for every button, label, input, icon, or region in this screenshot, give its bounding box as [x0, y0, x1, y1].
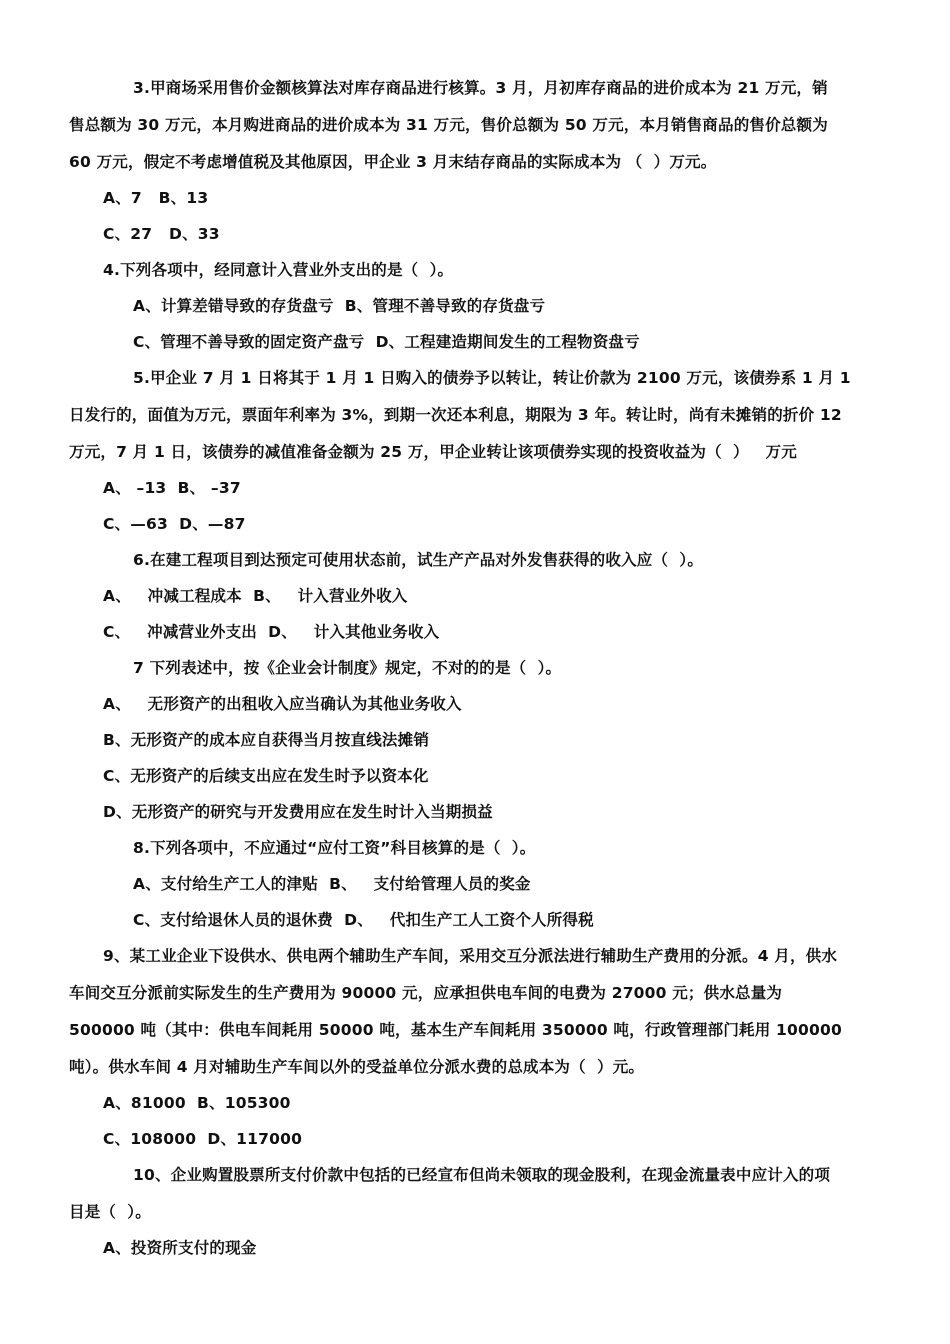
q6-options-ab: A、 冲减工程成本 B、 计入营业外收入	[103, 587, 408, 605]
q5-line-1: 5.甲企业 7 月 1 日将其于 1 月 1 日购入的债券予以转让，转让价款为 2100 万元，该债券系 1 月 1	[133, 369, 851, 387]
q4-options-ab: A、计算差错导致的存货盘亏 B、管理不善导致的存货盘亏	[133, 297, 546, 315]
q3-line-3: 60 万元，假定不考虑增值税及其他原因，甲企业 3 月末结存商品的实际成本为 （ ）万元。	[69, 153, 717, 171]
q7-option-a: A、 无形资产的出租收入应当确认为其他业务收入	[103, 695, 462, 713]
q5-line-2: 日发行的，面值为万元，票面年利率为 3%，到期一次还本利息，期限为 3 年。转让时，尚有未摊销的折价 12	[69, 406, 842, 424]
q9-line-1: 9、某工业企业下设供水、供电两个辅助生产车间，采用交互分派法进行辅助生产费用的分派。4 月，供水	[103, 947, 838, 965]
q9-line-2: 车间交互分派前实际发生的生产费用为 90000 元，应承担供电车间的电费为 27000 元；供水总量为	[69, 984, 783, 1002]
q3-line-2: 售总额为 30 万元，本月购进商品的进价成本为 31 万元，售价总额为 50 万元，本月销售商品的售价总额为	[69, 116, 828, 134]
q5-line-3: 万元，7 月 1 日，该债券的减值准备金额为 25 万，甲企业转让该项债券实现的投资收益为（ ） 万元	[69, 443, 797, 461]
q4-options-cd: C、管理不善导致的固定资产盘亏 D、工程建造期间发生的工程物资盘亏	[133, 333, 640, 351]
q7-option-d: D、无形资产的研究与开发费用应在发生时计入当期损益	[103, 803, 493, 821]
q8-options-ab: A、支付给生产工人的津贴 B、 支付给管理人员的奖金	[133, 875, 531, 893]
q4-stem: 4.下列各项中，经同意计入营业外支出的是（ ）。	[103, 261, 454, 279]
q7-option-b: B、无形资产的成本应自获得当月按直线法摊销	[103, 731, 430, 749]
q10-option-a: A、投资所支付的现金	[103, 1239, 257, 1257]
q9-options-ab: A、81000 B、105300	[103, 1094, 291, 1112]
q3-line-1: 3.甲商场采用售价金额核算法对库存商品进行核算。3 月，月初库存商品的进价成本为 21 万元，销	[133, 79, 828, 97]
q8-options-cd: C、支付给退休人员的退休费 D、 代扣生产工人工资个人所得税	[133, 911, 594, 929]
q10-line-2: 目是（ ）。	[69, 1203, 151, 1221]
q8-stem: 8.下列各项中，不应通过“应付工资”科目核算的是（ ）。	[133, 839, 536, 857]
q6-options-cd: C、 冲减营业外支出 D、 计入其他业务收入	[103, 623, 440, 641]
q5-options-cd: C、—63 D、—87	[103, 515, 246, 533]
q7-option-c: C、无形资产的后续支出应在发生时予以资本化	[103, 767, 429, 785]
q5-options-ab: A、 –13 B、 –37	[103, 479, 241, 497]
q9-options-cd: C、108000 D、117000	[103, 1130, 303, 1148]
q7-stem: 7 下列表述中，按《企业会计制度》规定，不对的的是（ ）。	[133, 659, 562, 677]
q9-line-3: 500000 吨（其中：供电车间耗用 50000 吨，基本生产车间耗用 350000 吨，行政管理部门耗用 100000	[69, 1021, 842, 1039]
q3-options-cd: C、27 D、33	[103, 225, 220, 243]
q6-stem: 6.在建工程项目到达预定可使用状态前，试生产产品对外发售获得的收入应（ ）。	[133, 551, 704, 569]
q10-line-1: 10、企业购置股票所支付价款中包括的已经宣布但尚未领取的现金股利，在现金流量表中应计入的项	[133, 1166, 831, 1184]
q3-options-ab: A、7 B、13	[103, 189, 209, 207]
q9-line-4: 吨）。供水车间 4 月对辅助生产车间以外的受益单位分派水费的总成本为（ ）元。	[69, 1058, 645, 1076]
